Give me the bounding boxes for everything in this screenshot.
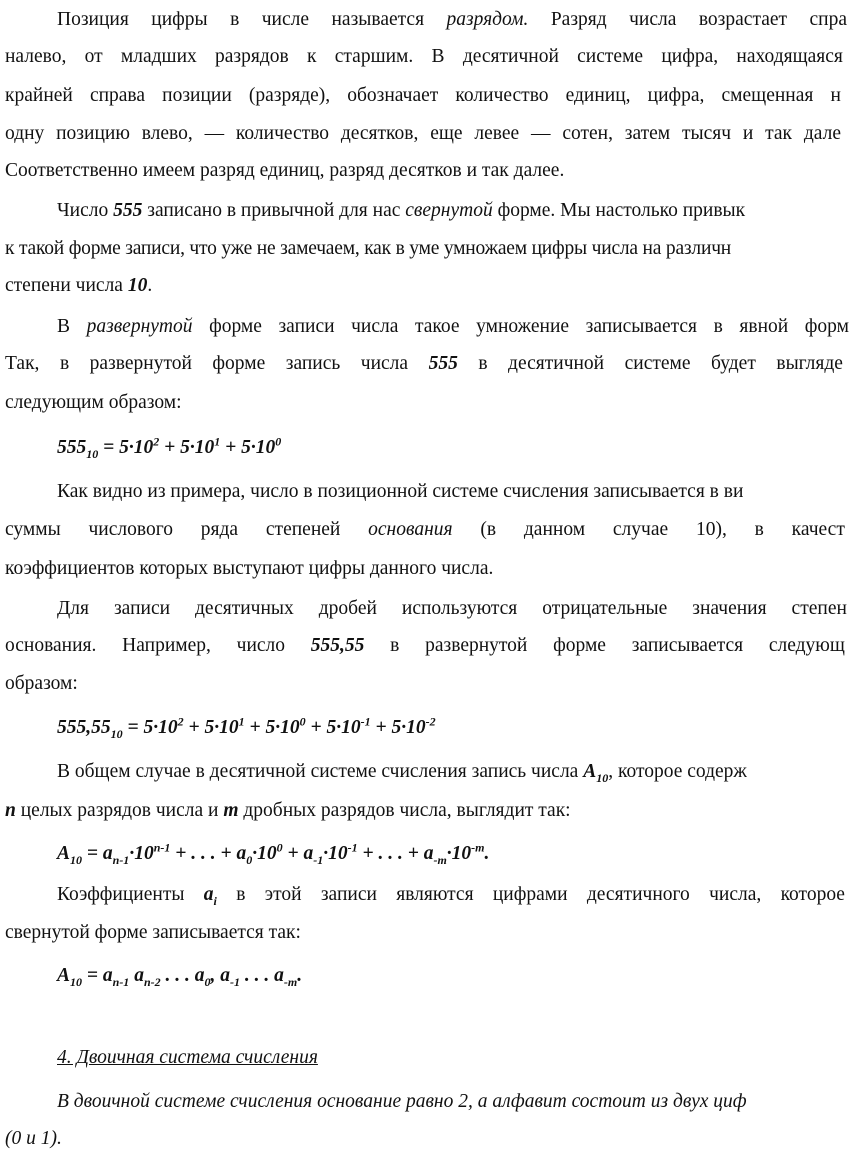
text: записано в привычной для нас — [142, 200, 406, 221]
word: десятичной — [462, 46, 559, 67]
p8-line-2: (0 и 1). — [5, 1128, 62, 1149]
text: . — [147, 275, 153, 296]
formula-555-expanded — [57, 436, 281, 460]
word: Так, — [5, 353, 40, 374]
word: позиции — [162, 85, 232, 106]
p1-line-2 — [5, 45, 843, 69]
word: записи — [278, 316, 335, 337]
formula-part: , a — [210, 965, 230, 986]
superscript: 2 — [177, 714, 184, 729]
word: позицию — [56, 123, 130, 144]
subscript: n-2 — [143, 974, 161, 989]
word: Коэффициенты — [57, 884, 185, 905]
text: , которое содерж — [608, 761, 747, 782]
formula-part: + 5·10 — [159, 437, 215, 458]
subscript: 10 — [86, 446, 99, 461]
formula-part: = a — [82, 843, 113, 864]
subscript: 0 — [204, 974, 211, 989]
formula-part: 555 — [57, 437, 87, 458]
word: количество — [455, 85, 549, 106]
word: Позиция — [57, 9, 129, 30]
subscript: -1 — [313, 852, 324, 867]
word: в — [59, 353, 70, 374]
word: значения — [692, 598, 767, 619]
formula-part: A — [57, 965, 71, 986]
formula-part: . — [297, 965, 303, 986]
word: — — [530, 123, 551, 144]
word: единиц, — [565, 85, 631, 106]
text: В общем случае в десятичной системе счисления запись числа — [57, 761, 584, 782]
formula-part: . . . a — [160, 965, 205, 986]
word: от — [84, 46, 103, 67]
p6-line-2 — [5, 799, 571, 823]
word: (разряде), — [248, 85, 331, 106]
text: Число — [57, 200, 114, 221]
word: выгляде — [776, 353, 843, 374]
word: записи — [320, 884, 377, 905]
word: цифра, — [647, 85, 705, 106]
word: в — [390, 635, 400, 656]
p2-line-1 — [57, 199, 745, 223]
word: суммы — [5, 519, 61, 540]
p5-line-2 — [5, 634, 845, 658]
word: к — [307, 46, 317, 67]
p4-line-1: Как видно из примера, число в позиционной системе счисления записывается в ви — [57, 481, 744, 502]
p3-line-3: следующим образом: — [5, 392, 182, 413]
word: этой — [264, 884, 302, 905]
subscript: -m — [433, 852, 447, 867]
term-italic: разрядом. — [446, 9, 529, 30]
p1-line-3 — [5, 84, 841, 108]
word: качест — [791, 519, 845, 540]
word: которое — [780, 884, 845, 905]
word: обозначает — [347, 85, 439, 106]
word: в — [754, 519, 764, 540]
word: числа — [629, 9, 677, 30]
word: находящаяся — [736, 46, 843, 67]
word: десятичного — [586, 884, 690, 905]
superscript: 1 — [238, 714, 245, 729]
word: будет — [711, 353, 756, 374]
p5-line-3: образом: — [5, 673, 78, 694]
term-italic: развернутой — [86, 316, 193, 337]
word: спра — [809, 9, 847, 30]
text: степени числа — [5, 275, 128, 296]
word: левее — [474, 123, 520, 144]
text: целых разрядов числа и — [15, 800, 224, 821]
word: степен — [791, 598, 847, 619]
word: количество — [235, 123, 330, 144]
superscript: 0 — [299, 714, 306, 729]
word: запись — [285, 353, 341, 374]
superscript: -2 — [425, 714, 436, 729]
word: числа — [351, 316, 399, 337]
word: десятичных — [195, 598, 294, 619]
word: форме — [209, 316, 262, 337]
word: системе — [577, 46, 644, 67]
symbol-m: m — [223, 800, 239, 821]
superscript: 2 — [153, 434, 160, 449]
formula-part: = a — [82, 965, 113, 986]
word: 10), — [695, 519, 727, 540]
subscript: -1 — [229, 974, 240, 989]
word: Для — [57, 598, 90, 619]
formula-part: . . . a — [239, 965, 284, 986]
term-italic: свернутой — [405, 200, 493, 221]
word: В — [57, 316, 71, 337]
coefficient-a-i — [204, 883, 217, 907]
word: умножение — [476, 316, 570, 337]
word: цифрами — [492, 884, 568, 905]
word: такое — [415, 316, 460, 337]
formula-555-55-expanded — [57, 716, 436, 740]
word: ряда — [200, 519, 239, 540]
word: отрицательные — [542, 598, 668, 619]
word: форм — [804, 316, 849, 337]
word: налево, — [5, 46, 67, 67]
word: (в — [480, 519, 497, 540]
word: возрастает — [698, 9, 788, 30]
subscript: -m — [283, 974, 298, 989]
p4-line-3: коэффициентов которых выступают цифры данного числа. — [5, 558, 494, 579]
word: Разряд — [550, 9, 607, 30]
word: смещенная — [721, 85, 814, 106]
word: тысяч — [681, 123, 732, 144]
text: дробных разрядов числа, выглядит так: — [238, 800, 571, 821]
word: цифры — [151, 9, 208, 30]
formula-part: + 5·10 — [305, 717, 361, 738]
p5-line-1 — [57, 597, 847, 621]
word: старшим. — [334, 46, 414, 67]
word: основания. — [5, 635, 97, 656]
word: одну — [5, 123, 45, 144]
number-555: 555 — [428, 353, 458, 374]
word: справа — [89, 85, 146, 106]
formula-part: ·10 — [446, 843, 472, 864]
formula-part: a — [129, 965, 144, 986]
word: являются — [396, 884, 474, 905]
word: называется — [331, 9, 425, 30]
p1-line-1 — [57, 8, 847, 32]
subscript: 10 — [110, 726, 123, 741]
formula-general-collapsed — [57, 964, 302, 988]
p6-line-1 — [57, 760, 747, 784]
word: в — [236, 884, 246, 905]
word: используются — [401, 598, 518, 619]
word: и — [742, 123, 754, 144]
subscript: 10 — [596, 770, 609, 785]
text: форме. Мы настолько привык — [492, 200, 746, 221]
p3-line-1 — [57, 315, 849, 339]
formula-part: ·10 — [323, 843, 348, 864]
word: н — [830, 85, 841, 106]
word: дале — [803, 123, 841, 144]
formula-part: . — [484, 843, 490, 864]
word: так — [765, 123, 793, 144]
word: младших — [120, 46, 197, 67]
formula-part: A — [57, 843, 71, 864]
formula-part: = 5·10 — [98, 437, 154, 458]
subscript: 10 — [70, 974, 83, 989]
formula-general-expanded — [57, 842, 489, 866]
word: — — [204, 123, 225, 144]
number-555: 555 — [113, 200, 143, 221]
word: числе — [261, 9, 310, 30]
formula-part: + 5·10 — [244, 717, 300, 738]
number-10: 10 — [127, 275, 148, 296]
word: затем — [624, 123, 671, 144]
p1-line-4 — [5, 122, 841, 146]
formula-part: + 5·10 — [220, 437, 276, 458]
p7-line-2: свернутой форме записывается так: — [5, 922, 301, 943]
word: случае — [612, 519, 669, 540]
word: следующ — [768, 635, 845, 656]
word: записи — [113, 598, 171, 619]
formula-part: ·10 — [252, 843, 277, 864]
number-555-55: 555,55 — [310, 635, 365, 656]
formula-part: + . . . + a — [170, 843, 247, 864]
word: десятичной — [508, 353, 605, 374]
word: еще — [430, 123, 463, 144]
p4-line-2 — [5, 518, 845, 542]
subscript: n-1 — [112, 852, 130, 867]
superscript: -1 — [360, 714, 371, 729]
word: В — [431, 46, 445, 67]
word: данном — [523, 519, 586, 540]
symbol-a: a — [203, 884, 214, 905]
word: форме — [212, 353, 266, 374]
subscript: n-1 — [112, 974, 130, 989]
word: развернутой — [89, 353, 192, 374]
word: влево, — [141, 123, 193, 144]
section-heading: 4. Двоичная система счисления — [57, 1047, 318, 1068]
word: сотен, — [562, 123, 613, 144]
superscript: 1 — [214, 434, 221, 449]
word: десятков, — [340, 123, 419, 144]
subscript: 0 — [246, 852, 253, 867]
word: разрядов — [215, 46, 289, 67]
symbol-n: n — [5, 800, 16, 821]
word: записывается — [631, 635, 744, 656]
word: в — [478, 353, 488, 374]
word: числа, — [709, 884, 762, 905]
word: форме — [553, 635, 606, 656]
superscript: -m — [471, 840, 485, 855]
word: в — [713, 316, 723, 337]
word: цифра, — [661, 46, 719, 67]
p7-line-1 — [57, 883, 845, 907]
superscript: -1 — [347, 840, 358, 855]
formula-part: = 5·10 — [122, 717, 178, 738]
formula-part: ·10 — [129, 843, 154, 864]
formula-part: + a — [282, 843, 314, 864]
word: крайней — [5, 85, 73, 106]
p1-line-5: Соответственно имеем разряд единиц, разряд десятков и так далее. — [5, 160, 565, 181]
word: дробей — [318, 598, 377, 619]
p8-line-1: В двоичной системе счисления основание равно 2, а алфавит состоит из двух циф — [57, 1091, 747, 1112]
subscript: i — [213, 893, 217, 908]
word: развернутой — [425, 635, 528, 656]
word: число — [236, 635, 286, 656]
p2-line-3 — [5, 274, 152, 298]
formula-part: 555,55 — [57, 717, 111, 738]
word: системе — [624, 353, 691, 374]
formula-part: + 5·10 — [183, 717, 239, 738]
formula-part: + 5·10 — [370, 717, 426, 738]
word: числа — [360, 353, 409, 374]
term-italic: основания — [368, 519, 453, 540]
superscript: 0 — [276, 840, 283, 855]
word: записывается — [585, 316, 698, 337]
p3-line-2 — [5, 352, 843, 376]
word: в — [230, 9, 240, 30]
superscript: n-1 — [153, 840, 171, 855]
p2-line-2: к такой форме записи, что уже не замечаем, как в уме умножаем цифры числа на различн — [5, 238, 732, 259]
subscript: 10 — [70, 852, 83, 867]
word: явной — [739, 316, 789, 337]
word: Например, — [122, 635, 211, 656]
formula-part: + . . . + a — [357, 843, 434, 864]
word: числового — [88, 519, 173, 540]
symbol-A: A — [583, 761, 597, 782]
superscript: 0 — [275, 434, 282, 449]
word: степеней — [265, 519, 341, 540]
